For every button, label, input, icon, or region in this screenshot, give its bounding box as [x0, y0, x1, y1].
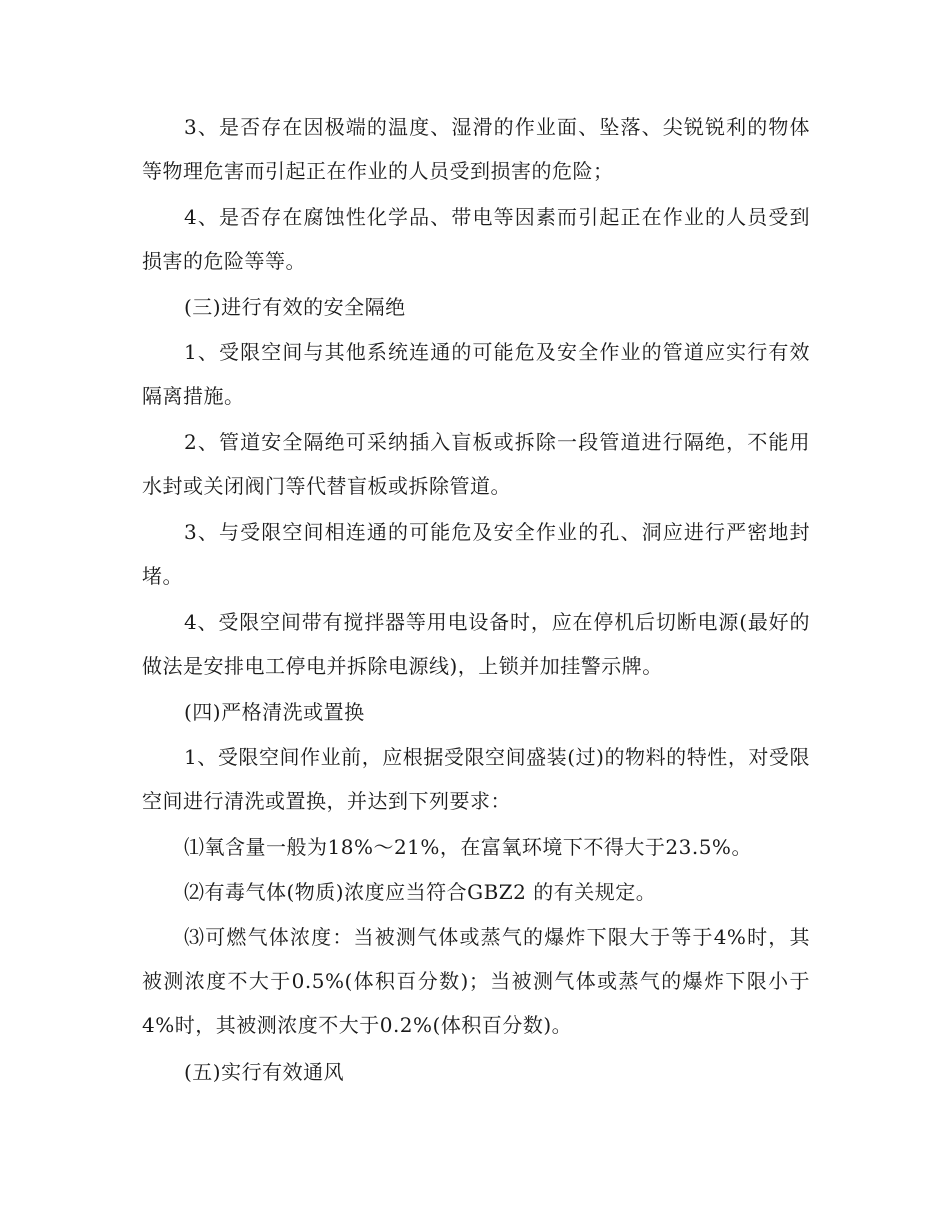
paragraph-isolation-2: 2、管道安全隔绝可采纳插入盲板或拆除一段管道进行隔绝，不能用水封或关闭阀门等代替盲板或拆除管道。 — [142, 430, 810, 498]
section-heading-5-ventilation: (五)实行有效通风 — [184, 1060, 345, 1084]
paragraph-cleaning-1: 1、受限空间作业前，应根据受限空间盛装(过)的物料的特性，对受限空间进行清洗或置换，并达到下列要求： — [142, 745, 810, 813]
paragraph-isolation-1: 1、受限空间与其他系统连通的可能危及安全作业的管道应实行有效隔离措施。 — [142, 340, 810, 408]
paragraph-isolation-3: 3、与受限空间相连通的可能危及安全作业的孔、洞应进行严密地封堵。 — [142, 520, 810, 588]
list-item-flammable-gas: ⑶可燃气体浓度：当被测气体或蒸气的爆炸下限大于等于4%时，其被测浓度不大于0.5%(体积百分数)；当被测气体或蒸气的爆炸下限小于4%时，其被测浓度不大于0.2%(体积百分数)。 — [142, 925, 810, 1037]
list-item-toxic-gas: ⑵有毒气体(物质)浓度应当符合GBZ2 的有关规定。 — [184, 880, 657, 904]
section-heading-3-isolation: (三)进行有效的安全隔绝 — [184, 295, 406, 319]
paragraph-item-3-physical-hazards: 3、是否存在因极端的温度、湿滑的作业面、坠落、尖锐锐利的物体等物理危害而引起正在作业的人员受到损害的危险； — [142, 115, 810, 183]
paragraph-item-4-corrosive-hazards: 4、是否存在腐蚀性化学品、带电等因素而引起正在作业的人员受到损害的危险等等。 — [142, 205, 810, 273]
list-item-oxygen-content: ⑴氧含量一般为18%～21%，在富氧环境下不得大于23.5%。 — [184, 835, 752, 859]
paragraph-isolation-4: 4、受限空间带有搅拌器等用电设备时，应在停机后切断电源(最好的做法是安排电工停电并拆除电源线)，上锁并加挂警示牌。 — [142, 610, 810, 678]
section-heading-4-cleaning: (四)严格清洗或置换 — [184, 700, 365, 724]
